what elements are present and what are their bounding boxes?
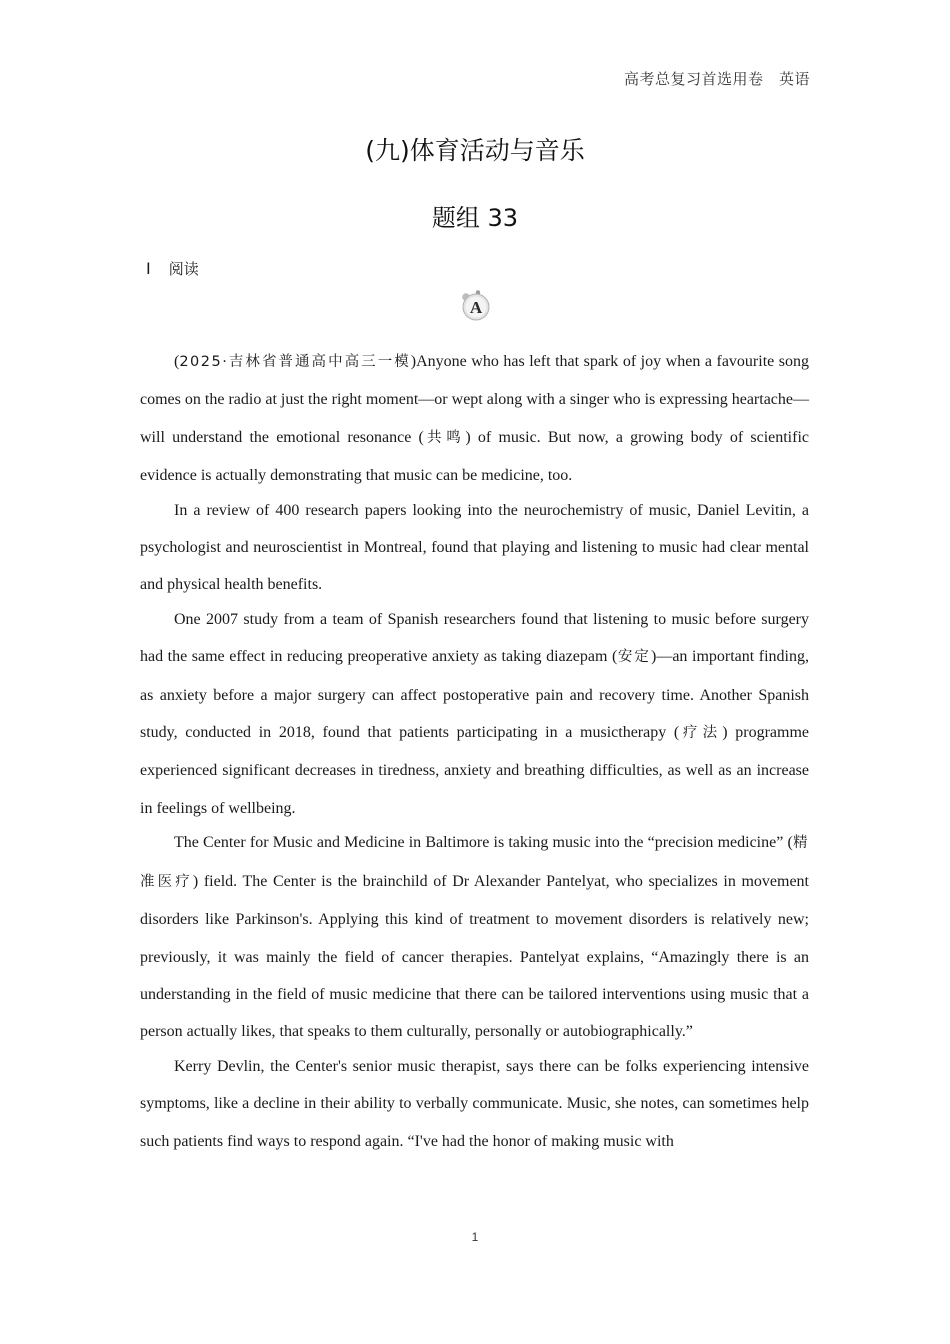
paragraph-4-text-a: The Center for Music and Medicine in Baltimore is taking music into the “precision medicine” ( bbox=[174, 834, 793, 852]
paragraph-3-text-b: )—an important finding, as anxiety before a major surgery can affect postoperative pain and recovery time. Another Spanish study, conducted in 2018, found that patients participating in a musictherapy ( bbox=[140, 648, 809, 742]
section-title: (九)体育活动与音乐 bbox=[365, 136, 585, 165]
page-number: 1 bbox=[471, 1230, 479, 1244]
paragraph-4 bbox=[140, 824, 809, 1050]
paragraph-1-text-a: Anyone who has left that spark of joy when a favourite song comes on the radio at just the right moment—or wept along with a singer who is expressing heartache—will understand the emotional resonance ( bbox=[140, 353, 809, 446]
paragraph-4-text-b: ) field. The Center is the brainchild of Dr Alexander Pantelyat, who specializes in movement disorders like Parkinson's. Applying this kind of treatment to movement disorders is relatively new; previously, it was mainly the field of cancer therapies. Pantelyat explains, “Amazingly there is an understanding in the field of music medicine that there can be tailored interventions using music that a person actually likes, that speaks to them culturally, personally or autobiographically.” bbox=[140, 872, 809, 1041]
subject-label: 英语 bbox=[778, 70, 810, 88]
part-name: 阅读 bbox=[168, 260, 199, 278]
running-header bbox=[624, 68, 810, 89]
gloss-therapy: 疗法 bbox=[679, 725, 723, 742]
gloss-diazepam: 安定 bbox=[617, 649, 651, 666]
gloss-resonance: 共鸣 bbox=[423, 429, 466, 446]
paragraph-2: In a review of 400 research papers looking into the neurochemistry of music, Daniel Levitin, a psychologist and neuroscientist in Montreal, found that playing and listening to music had clear mental and physical health benefits. bbox=[140, 501, 809, 594]
paragraph-1: (2025·吉林省普通高中高三一模)Anyone who has left that spark of joy when a favourite song comes on the radio at just the right moment—or wept along with a singer who is expressing heartache—will understand the emotional resonance (共鸣) of music. But now, a growing body of scientific evidence is actually demonstrating that music can be medicine, too. bbox=[140, 353, 810, 485]
gloss-precision-medicine: 精准医疗 bbox=[140, 835, 809, 890]
paragraph-3 bbox=[140, 601, 809, 827]
part-numeral: Ⅰ bbox=[146, 261, 151, 278]
question-group-title: 题组 33 bbox=[431, 204, 519, 232]
passage-letter: A bbox=[469, 298, 483, 317]
book-title: 高考总复习首选用卷 bbox=[623, 70, 764, 88]
reading-passage bbox=[140, 343, 809, 1157]
paragraph-1-text-b: ) of music. But now, a growing body of scientific evidence is actually demonstrating that music can be medicine, too. bbox=[140, 428, 810, 485]
passage-label-badge bbox=[457, 288, 493, 324]
paragraph-5: Kerry Devlin, the Center's senior music therapist, says there can be folks experiencing intensive symptoms, like a decline in their ability to verbally communicate. Music, she notes, can sometimes help such patients find ways to respond again. “I've had the honor of making music with bbox=[140, 1057, 809, 1150]
part-heading bbox=[146, 258, 199, 279]
paragraph-3-text-c: ) programme experienced significant decreases in tiredness, anxiety and breathing difficulties, as well as an increase in feelings of wellbeing. bbox=[140, 724, 809, 817]
source-citation: 2025·吉林省普通高中高三一模 bbox=[179, 354, 411, 370]
paragraph-3-text-a: One 2007 study from a team of Spanish researchers found that listening to music before surgery had the same effect in reducing preoperative anxiety as taking diazepam ( bbox=[140, 610, 809, 666]
